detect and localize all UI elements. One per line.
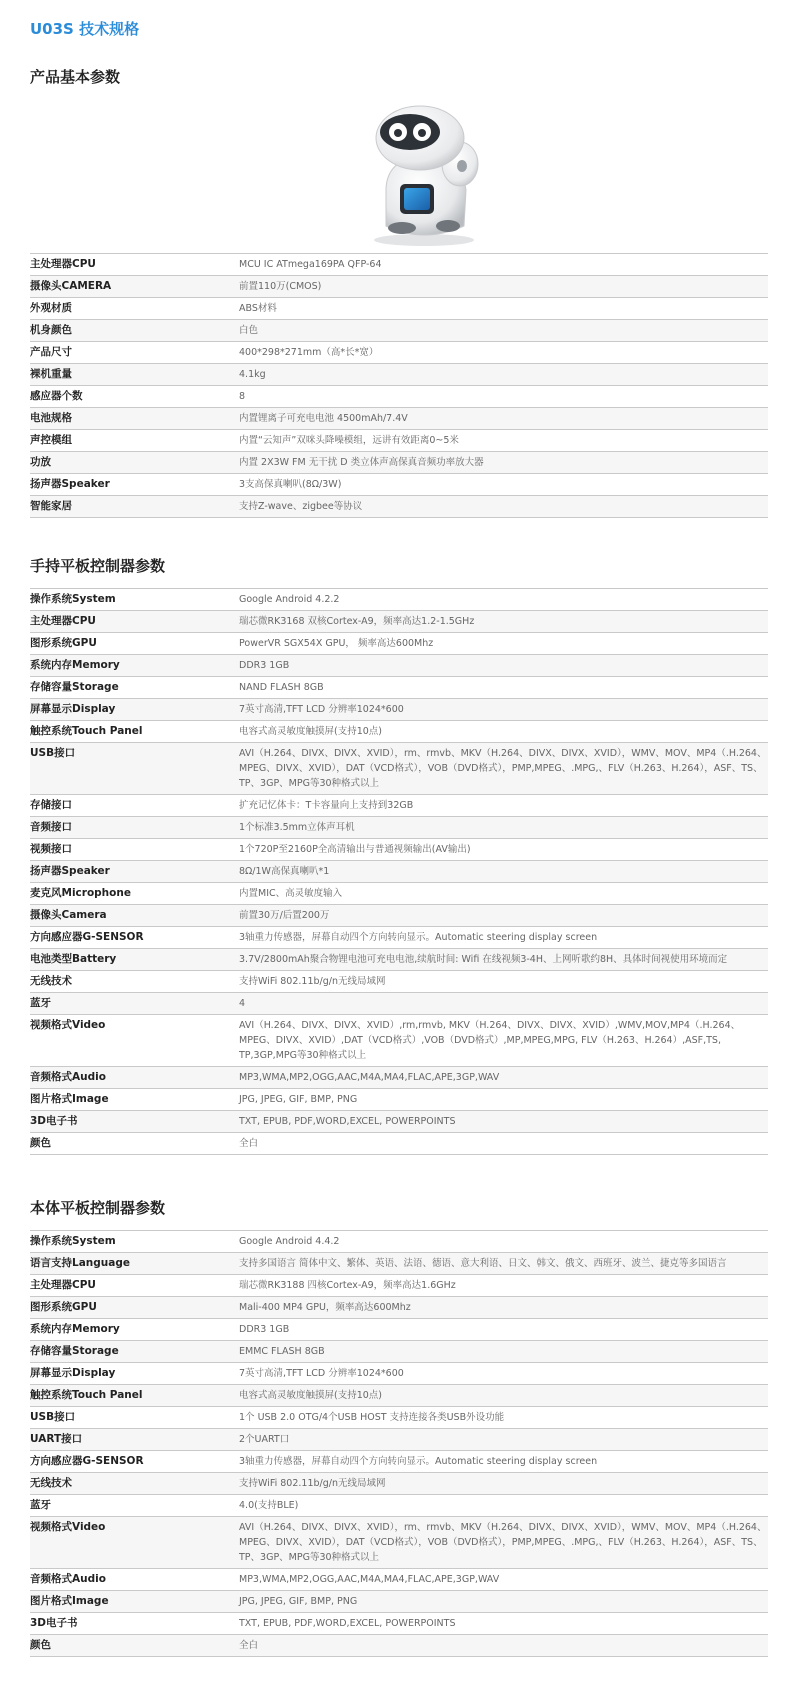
spec-value: Google Android 4.4.2: [239, 1236, 340, 1247]
table-row: [30, 795, 768, 817]
spec-value: 4.1kg: [239, 364, 768, 386]
table-row: [30, 611, 768, 633]
spec-value: 全白: [239, 1138, 259, 1149]
spec-value: EMMC FLASH 8GB: [239, 1341, 768, 1363]
spec-value: 电容式高灵敏度触摸屏(支持10点): [239, 726, 383, 737]
table-row: [30, 839, 768, 861]
spec-value: 4: [239, 993, 768, 1015]
spec-key: 触控系统Touch Panel: [30, 725, 143, 737]
spec-value: AVI（H.264、DIVX、DIVX、XVID）,rm,rmvb, MKV（H.264、DIVX、DIVX、XVID）,WMV,MOV,MP4（.H.264、MPEG、DIVX、XVID）,DAT（VCD格式）,VOB（DVD格式）,MP,MPEG,MPG, FLV（H.263、H.264）,ASF,TS, TP,3GP,MPG等30种格式以上: [239, 1020, 741, 1061]
spec-value: JPG, JPEG, GIF, BMP, PNG: [239, 1591, 768, 1613]
spec-value: 3轴重力传感器，屏幕自动四个方向转向显示。Automatic steering display screen: [239, 932, 598, 943]
spec-key: 屏幕显示Display: [30, 699, 239, 721]
spec-key: 音频格式Audio: [30, 1067, 239, 1089]
table-row: [30, 1429, 768, 1451]
table-row: [30, 1253, 768, 1275]
spec-key: 图形系统GPU: [30, 637, 97, 649]
spec-value: 1个720P至2160P全高清输出与普通视频输出(AV输出): [239, 844, 471, 855]
spec-value: 4.0(支持BLE): [239, 1500, 299, 1511]
spec-key: 存储容量Storage: [30, 1341, 239, 1363]
table-row: [30, 883, 768, 905]
table-row: [30, 1297, 768, 1319]
spec-key: 智能家居: [30, 496, 239, 518]
spec-value: JPG, JPEG, GIF, BMP, PNG: [239, 1094, 358, 1105]
spec-key: 无线技术: [30, 975, 72, 987]
table-row: [30, 721, 768, 743]
spec-value: 瑞芯微RK3168 双核Cortex-A9，频率高达1.2-1.5GHz: [239, 611, 768, 633]
basic-spec-table: [30, 253, 768, 518]
spec-value: 扩充记忆体卡：T卡容量向上支持到32GB: [239, 800, 414, 811]
spec-key: 蓝牙: [30, 1499, 51, 1511]
table-row: [30, 1385, 768, 1407]
spec-key: 图片格式Image: [30, 1591, 239, 1613]
spec-value: 白色: [239, 320, 768, 342]
spec-key: 主处理器CPU: [30, 611, 239, 633]
table-row: [30, 677, 768, 699]
spec-key: USB接口: [30, 743, 239, 795]
section-title-handheld: 手持平板控制器参数: [30, 557, 166, 575]
spec-key: 3D电子书: [30, 1617, 78, 1629]
spec-value: 3轴重力传感器，屏幕自动四个方向转向显示。Automatic steering display screen: [239, 1456, 598, 1467]
table-row: [30, 927, 768, 949]
table-row: [30, 342, 768, 364]
spec-value: AVI（H.264、DIVX、DIVX、XVID），rm、rmvb、MKV（H.264、DIVX、DIVX、XVID），WMV、MOV、MP4（.H.264、MPEG、DIVX、XVID），DAT（VCD格式），VOB（DVD格式），PMP,MPEG、.MPG,、FLV（H.263、H.264），ASF、TS、TP、3GP、MPG等30种格式以上: [239, 1517, 768, 1569]
spec-value: ABS材料: [239, 303, 277, 314]
body-spec-table: [30, 1230, 768, 1657]
robot-image: [358, 100, 496, 248]
table-row: [30, 1635, 768, 1657]
spec-key: 颜色: [30, 1635, 239, 1657]
table-row: [30, 1341, 768, 1363]
spec-key: 机身颜色: [30, 320, 239, 342]
spec-key: 摄像头CAMERA: [30, 276, 239, 298]
table-row: [30, 276, 768, 298]
spec-key: 电池规格: [30, 408, 239, 430]
spec-key: 扬声器Speaker: [30, 478, 110, 490]
table-row: [30, 1067, 768, 1089]
table-row: [30, 1473, 768, 1495]
table-row: [30, 430, 768, 452]
spec-value: PowerVR SGX54X GPU， 频率高达600Mhz: [239, 638, 434, 649]
section-title-body: 本体平板控制器参数: [30, 1199, 166, 1217]
spec-key: 3D电子书: [30, 1111, 239, 1133]
spec-key: 系统内存Memory: [30, 655, 239, 677]
spec-key: 外观材质: [30, 302, 72, 314]
spec-key: 方向感应器G-SENSOR: [30, 931, 144, 943]
spec-key: 功放: [30, 452, 239, 474]
spec-key: 系统内存Memory: [30, 1323, 120, 1335]
spec-key: 颜色: [30, 1137, 51, 1149]
spec-key: 音频接口: [30, 817, 239, 839]
spec-value: MP3,WMA,MP2,OGG,AAC,M4A,MA4,FLAC,APE,3GP,WAV: [239, 1067, 768, 1089]
table-row: [30, 1495, 768, 1517]
spec-key: 蓝牙: [30, 993, 239, 1015]
spec-key: 摄像头Camera: [30, 905, 239, 927]
table-row: [30, 1569, 768, 1591]
table-row: [30, 1231, 768, 1253]
spec-key: 扬声器Speaker: [30, 861, 239, 883]
spec-value: 支持WiFi 802.11b/g/n无线局域网: [239, 1473, 768, 1495]
spec-key: 产品尺寸: [30, 346, 72, 358]
table-row: [30, 633, 768, 655]
spec-key: 语言支持Language: [30, 1253, 239, 1275]
spec-value: MP3,WMA,MP2,OGG,AAC,M4A,MA4,FLAC,APE,3GP,WAV: [239, 1574, 500, 1585]
spec-value: 支持多国语言 简体中文、繁体、英语、法语、德语、意大利语、日文、韩文、俄文、西班牙、波兰、捷克等多国语言: [239, 1253, 768, 1275]
spec-key: 视频格式Video: [30, 1517, 239, 1569]
spec-value: 内置MIC、高灵敏度输入: [239, 888, 343, 899]
spec-value: 7英寸高清,TFT LCD 分辨率1024*600: [239, 699, 768, 721]
table-row: [30, 408, 768, 430]
spec-key: 裸机重量: [30, 364, 239, 386]
spec-value: 2个UART口: [239, 1429, 768, 1451]
spec-value: TXT, EPUB, PDF,WORD,EXCEL, POWERPOINTS: [239, 1111, 768, 1133]
spec-key: 电池类型Battery: [30, 949, 239, 971]
spec-value: 1个标准3.5mm立体声耳机: [239, 817, 768, 839]
spec-value: MCU IC ATmega169PA QFP-64: [239, 259, 382, 270]
spec-value: 400*298*271mm（高*长*宽）: [239, 347, 379, 358]
spec-key: USB接口: [30, 1411, 76, 1423]
spec-value: TXT, EPUB, PDF,WORD,EXCEL, POWERPOINTS: [239, 1618, 456, 1629]
spec-key: 图片格式Image: [30, 1093, 109, 1105]
spec-value: 8Ω/1W高保真喇叭*1: [239, 861, 768, 883]
table-row: [30, 1591, 768, 1613]
table-row: [30, 817, 768, 839]
spec-value: 1个 USB 2.0 OTG/4个USB HOST 支持连接各类USB外设功能: [239, 1412, 505, 1423]
table-row: [30, 655, 768, 677]
table-row: [30, 254, 768, 276]
spec-value: AVI（H.264、DIVX、DIVX、XVID），rm、rmvb、MKV（H.264、DIVX、DIVX、XVID），WMV、MOV、MP4（.H.264、MPEG、DIVX、XVID），DAT（VCD格式），VOB（DVD格式），PMP,MPEG、.MPG,、FLV（H.263、H.264），ASF、TS、TP、3GP、MPG等30种格式以上: [239, 743, 768, 795]
table-row: [30, 1089, 768, 1111]
spec-value: 前置30万/后置200万: [239, 905, 768, 927]
spec-key: 无线技术: [30, 1473, 239, 1495]
table-row: [30, 861, 768, 883]
table-row: [30, 1613, 768, 1635]
table-row: [30, 949, 768, 971]
spec-value: 电容式高灵敏度触摸屏(支持10点): [239, 1385, 768, 1407]
spec-value: 8: [239, 391, 246, 402]
spec-value: 全白: [239, 1635, 768, 1657]
table-row: [30, 452, 768, 474]
spec-value: Google Android 4.2.2: [239, 594, 340, 605]
spec-value: DDR3 1GB: [239, 1324, 290, 1335]
table-row: [30, 905, 768, 927]
spec-value: 3支高保真喇叭(8Ω/3W): [239, 479, 342, 490]
table-row: [30, 496, 768, 518]
spec-value: DDR3 1GB: [239, 655, 768, 677]
spec-key: UART接口: [30, 1429, 239, 1451]
spec-key: 方向感应器G-SENSOR: [30, 1455, 144, 1467]
table-row: [30, 589, 768, 611]
table-row: [30, 1517, 768, 1569]
section-title-basic: 产品基本参数: [30, 68, 121, 86]
spec-key: 触控系统Touch Panel: [30, 1385, 239, 1407]
spec-key: 视频格式Video: [30, 1019, 106, 1031]
spec-key: 图形系统GPU: [30, 1297, 239, 1319]
spec-key: 屏幕显示Display: [30, 1367, 116, 1379]
spec-value: 前置110万(CMOS): [239, 276, 768, 298]
spec-key: 主处理器CPU: [30, 258, 96, 270]
spec-key: 存储接口: [30, 799, 72, 811]
spec-key: 音频格式Audio: [30, 1573, 106, 1585]
spec-value: NAND FLASH 8GB: [239, 682, 324, 693]
table-row: [30, 1407, 768, 1429]
spec-value: 支持WiFi 802.11b/g/n无线局域网: [239, 976, 386, 987]
spec-key: 声控模组: [30, 434, 72, 446]
table-row: [30, 1319, 768, 1341]
spec-key: 麦克风Microphone: [30, 887, 131, 899]
spec-value: 支持Z-wave、zigbee等协议: [239, 496, 768, 518]
table-row: [30, 1111, 768, 1133]
handheld-spec-table: [30, 588, 768, 1155]
spec-key: 存储容量Storage: [30, 681, 119, 693]
spec-key: 感应器个数: [30, 390, 83, 402]
table-row: [30, 971, 768, 993]
table-row: [30, 298, 768, 320]
robot-illustration-icon: [358, 100, 496, 248]
spec-key: 视频接口: [30, 843, 72, 855]
spec-value: 7英寸高清,TFT LCD 分辨率1024*600: [239, 1368, 404, 1379]
spec-value: 内置锂离子可充电电池 4500mAh/7.4V: [239, 408, 768, 430]
table-row: [30, 699, 768, 721]
spec-key: 主处理器CPU: [30, 1279, 96, 1291]
table-row: [30, 993, 768, 1015]
table-row: [30, 386, 768, 408]
spec-key: 操作系统System: [30, 593, 116, 605]
table-row: [30, 743, 768, 795]
table-row: [30, 364, 768, 386]
table-row: [30, 1451, 768, 1473]
table-row: [30, 1275, 768, 1297]
table-row: [30, 1363, 768, 1385]
spec-value: 内置 2X3W FM 无干扰 D 类立体声高保真音频功率放大器: [239, 452, 768, 474]
table-row: [30, 320, 768, 342]
page-title: U03S 技术规格: [30, 20, 140, 38]
table-row: [30, 1133, 768, 1155]
spec-value: 内置“云知声”双咪头降噪模组，远讲有效距离0~5米: [239, 435, 459, 446]
spec-key: 操作系统System: [30, 1235, 116, 1247]
spec-value: 瑞芯微RK3188 四核Cortex-A9，频率高达1.6GHz: [239, 1280, 456, 1291]
table-row: [30, 1015, 768, 1067]
table-row: [30, 474, 768, 496]
spec-value: Mali-400 MP4 GPU，频率高达600Mhz: [239, 1297, 768, 1319]
spec-value: 3.7V/2800mAh聚合物锂电池可充电电池,续航时间: Wifi 在线视频3-4H、上网听歌约8H、具体时间视使用环境而定: [239, 949, 768, 971]
